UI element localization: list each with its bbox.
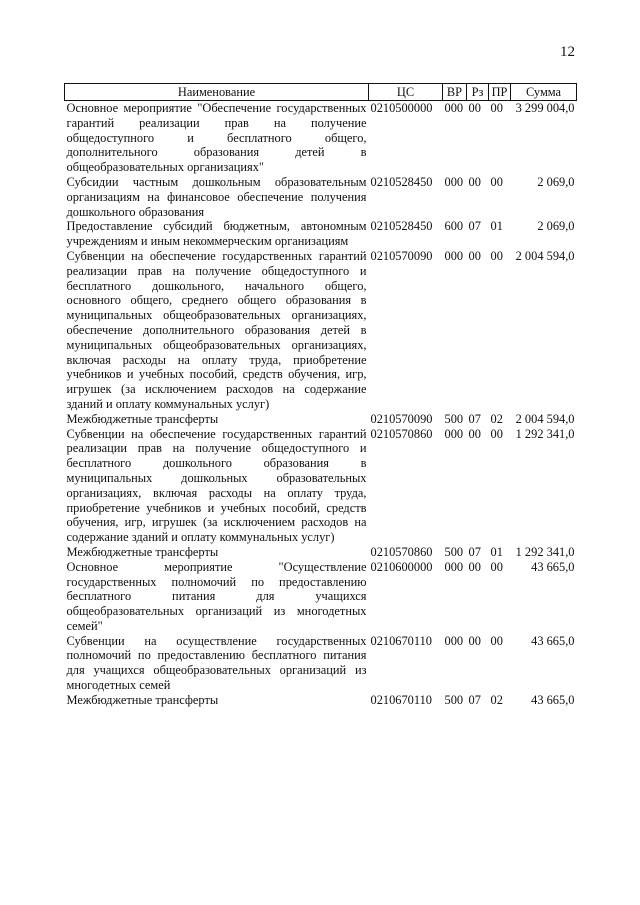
cell-vr: 600	[444, 219, 464, 234]
table-row	[65, 693, 577, 708]
table-row	[65, 634, 577, 693]
cell-pr: 01	[490, 544, 503, 559]
table-row	[65, 560, 577, 634]
cell-name: Основное мероприятие "Осуществление государственных полномочий по предоставлению бесплатного питания для учащихся общеобразовательных организаций из многодетных семей"	[66, 559, 367, 633]
header-vr: ВР	[443, 84, 467, 101]
cell-cs: 0210570090	[370, 411, 433, 426]
cell-name: Межбюджетные трансферты	[66, 544, 219, 559]
cell-sum: 2 069,0	[537, 174, 575, 189]
cell-rz: 00	[468, 101, 481, 115]
cell-vr: 500	[444, 411, 464, 426]
cell-vr: 000	[444, 101, 464, 115]
cell-pr: 00	[490, 101, 503, 115]
table-row	[65, 545, 577, 560]
cell-cs: 0210570860	[370, 544, 433, 559]
cell-pr: 02	[490, 692, 503, 707]
cell-cs: 0210600000	[370, 559, 433, 574]
header-pr: ПР	[489, 84, 511, 101]
cell-cs: 0210670110	[370, 692, 432, 707]
cell-rz: 00	[468, 248, 481, 263]
cell-cs: 0210528450	[370, 174, 433, 189]
table-row	[65, 219, 577, 249]
header-rz: Рз	[467, 84, 489, 101]
table-row	[65, 175, 577, 219]
cell-cs: 0210670110	[370, 633, 432, 648]
cell-sum: 2 004 594,0	[515, 248, 575, 263]
cell-sum: 2 004 594,0	[515, 411, 575, 426]
cell-cs: 0210500000	[370, 101, 433, 115]
cell-cs: 0210570090	[370, 248, 433, 263]
cell-rz: 07	[468, 219, 481, 234]
cell-pr: 02	[490, 411, 503, 426]
budget-table	[64, 83, 577, 708]
cell-cs: 0210570860	[370, 426, 433, 441]
page-number: 12	[560, 44, 575, 60]
cell-vr: 000	[444, 174, 464, 189]
cell-rz: 07	[468, 692, 481, 707]
header-cs: ЦС	[369, 84, 443, 101]
cell-name: Предоставление субсидий бюджетным, автономным учреждениям и иным некоммерческим организациям	[66, 219, 367, 249]
cell-sum: 43 665,0	[531, 559, 575, 574]
cell-vr: 500	[444, 692, 464, 707]
cell-sum: 43 665,0	[531, 633, 575, 648]
cell-name: Межбюджетные трансферты	[66, 692, 219, 707]
header-name: Наименование	[65, 84, 369, 101]
cell-sum: 43 665,0	[531, 692, 575, 707]
cell-sum: 3 299 004,0	[515, 101, 575, 115]
table-body	[65, 101, 577, 708]
table-header	[65, 84, 577, 101]
cell-rz: 07	[468, 544, 481, 559]
cell-vr: 000	[444, 633, 464, 648]
cell-sum: 1 292 341,0	[515, 544, 575, 559]
cell-vr: 500	[444, 544, 464, 559]
table-row	[65, 412, 577, 427]
cell-name: Межбюджетные трансферты	[66, 411, 219, 426]
cell-pr: 00	[490, 426, 503, 441]
table-row	[65, 427, 577, 545]
cell-name: Субсидии частным дошкольным образовательным организациям на финансовое обеспечение получения дошкольного образования	[66, 174, 367, 219]
table-row	[65, 101, 577, 175]
cell-pr: 01	[490, 219, 503, 234]
header-sum: Сумма	[511, 84, 577, 101]
cell-pr: 00	[490, 248, 503, 263]
cell-rz: 00	[468, 426, 481, 441]
cell-rz: 00	[468, 633, 481, 648]
cell-rz: 00	[468, 559, 481, 574]
cell-name: Субвенции на обеспечение государственных гарантий реализации прав на получение общедоступного и бесплатного дошкольного, начального общего, основного общего, среднего общего образования в муниципальных общеобразовательных организациях, обеспечение дополнительного образования детей в муниципальных общеобразовательных организациях, включая расходы на оплату труда, приобретение учебников и учебных пособий, средств обучения, игр, игрушек (за исключением расходов на содержание зданий и оплату коммунальных услуг)	[66, 248, 367, 411]
cell-pr: 00	[490, 633, 503, 648]
cell-sum: 1 292 341,0	[515, 426, 575, 441]
cell-pr: 00	[490, 559, 503, 574]
cell-name: Субвенции на осуществление государственных полномочий по предоставлению бесплатного питания для учащихся общеобразовательных организаций из многодетных семей	[66, 633, 367, 693]
cell-pr: 00	[490, 174, 503, 189]
cell-cs: 0210528450	[370, 219, 433, 234]
table-row	[65, 249, 577, 412]
cell-name: Субвенции на обеспечение государственных гарантий реализации прав на получение общедоступного и бесплатного дошкольного образования в муниципальных дошкольных образовательных организациях, включая расходы на оплату труда, приобретение учебников и учебных пособий, средств обучения, игр, игрушек (за исключением расходов на содержание зданий и оплату коммунальных услуг)	[66, 426, 367, 545]
cell-vr: 000	[444, 426, 464, 441]
cell-rz: 00	[468, 174, 481, 189]
cell-rz: 07	[468, 411, 481, 426]
cell-sum: 2 069,0	[537, 219, 575, 234]
cell-vr: 000	[444, 559, 464, 574]
cell-name: Основное мероприятие "Обеспечение государственных гарантий реализации прав на получение общедоступного и бесплатного общего, дополнительного образования детей в общеобразовательных организациях"	[66, 101, 367, 175]
cell-vr: 000	[444, 248, 464, 263]
